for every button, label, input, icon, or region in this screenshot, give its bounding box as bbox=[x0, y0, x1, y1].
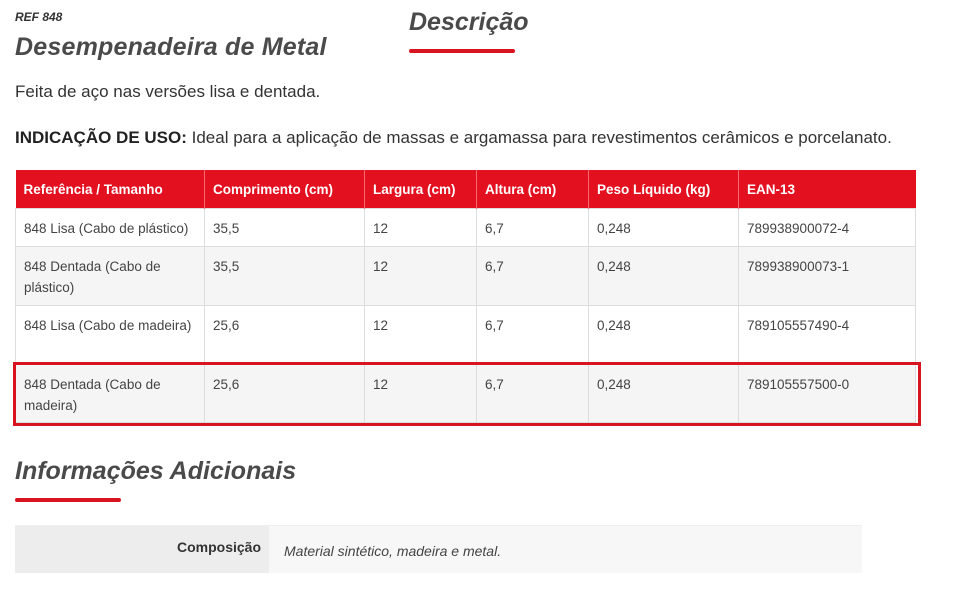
cell-height: 6,7 bbox=[477, 247, 589, 306]
description-text: Feita de aço nas versões lisa e dentada. bbox=[15, 82, 321, 101]
cell-height: 6,7 bbox=[477, 306, 589, 365]
usage-indication bbox=[15, 128, 892, 148]
cell-reference: 848 Lisa (Cabo de plástico) bbox=[16, 209, 205, 247]
spec-table-header-row bbox=[16, 170, 916, 209]
cell-reference: 848 Lisa (Cabo de madeira) bbox=[16, 306, 205, 365]
header-height: Altura (cm) bbox=[477, 170, 589, 209]
additional-info-heading[interactable]: Informações Adicionais bbox=[15, 457, 297, 485]
header-ean13: EAN-13 bbox=[739, 170, 916, 209]
cell-net-weight: 0,248 bbox=[589, 365, 739, 423]
header-net-weight: Peso Líquido (kg) bbox=[589, 170, 739, 209]
product-title: Desempenadeira de Metal bbox=[15, 33, 327, 61]
cell-height: 6,7 bbox=[477, 365, 589, 423]
cell-reference: 848 Dentada (Cabo de plástico) bbox=[16, 247, 205, 306]
cell-net-weight: 0,248 bbox=[589, 209, 739, 247]
additional-info-heading-underline bbox=[15, 498, 121, 502]
cell-ean13: 789105557500-0 bbox=[739, 365, 916, 423]
table-row-highlighted bbox=[16, 365, 916, 423]
cell-ean13: 789938900072-4 bbox=[739, 209, 916, 247]
table-row bbox=[16, 247, 916, 306]
cell-width: 12 bbox=[365, 306, 477, 365]
header-width: Largura (cm) bbox=[365, 170, 477, 209]
cell-height: 6,7 bbox=[477, 209, 589, 247]
header-reference: Referência / Tamanho bbox=[16, 170, 205, 209]
cell-net-weight: 0,248 bbox=[589, 306, 739, 365]
cell-width: 12 bbox=[365, 365, 477, 423]
description-heading[interactable]: Descrição bbox=[409, 8, 529, 36]
table-row bbox=[16, 306, 916, 365]
attribute-value-composition: Material sintético, madeira e metal. bbox=[269, 526, 862, 573]
usage-text: Ideal para a aplicação de massas e argamassa para revestimentos cerâmicos e porcelanato. bbox=[186, 128, 892, 147]
cell-length: 25,6 bbox=[205, 365, 365, 423]
cell-net-weight: 0,248 bbox=[589, 247, 739, 306]
header-length: Comprimento (cm) bbox=[205, 170, 365, 209]
table-row bbox=[16, 209, 916, 247]
description-heading-underline bbox=[409, 49, 515, 53]
spec-table bbox=[15, 170, 916, 423]
cell-width: 12 bbox=[365, 247, 477, 306]
product-ref: REF 848 bbox=[15, 10, 63, 24]
usage-label: INDICAÇÃO DE USO: bbox=[15, 128, 187, 147]
cell-length: 35,5 bbox=[205, 209, 365, 247]
cell-reference: 848 Dentada (Cabo de madeira) bbox=[16, 365, 205, 423]
cell-length: 25,6 bbox=[205, 306, 365, 365]
cell-ean13: 789105557490-4 bbox=[739, 306, 916, 365]
cell-length: 35,5 bbox=[205, 247, 365, 306]
additional-info-table bbox=[15, 525, 862, 573]
cell-ean13: 789938900073-1 bbox=[739, 247, 916, 306]
cell-width: 12 bbox=[365, 209, 477, 247]
attribute-label-composition: Composição bbox=[15, 526, 269, 573]
